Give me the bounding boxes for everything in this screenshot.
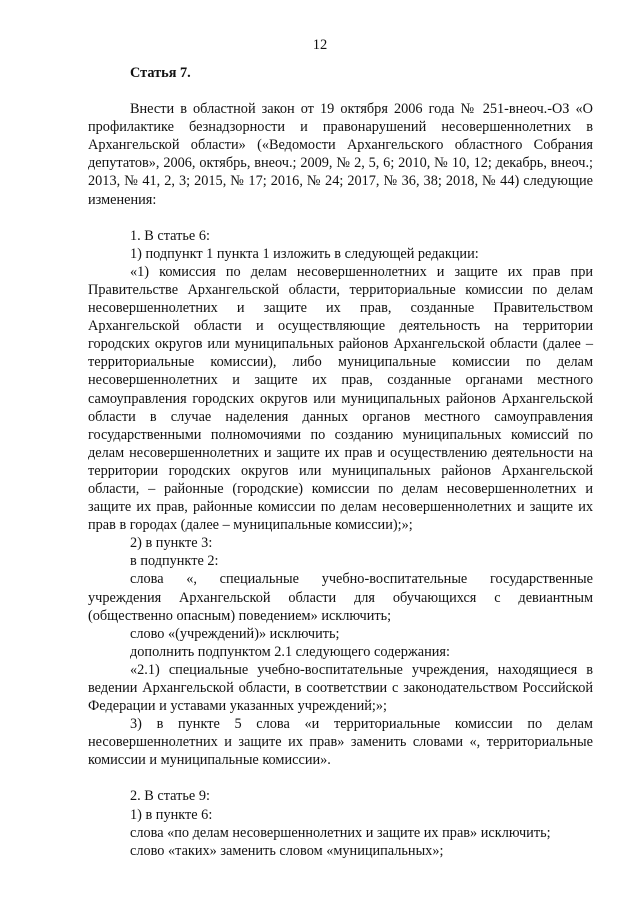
paragraph: слова «, специальные учебно-воспитательные государственные учреждения Архангельской области для обучающихся с девиантным (общественно опасным) поведением» исключить; bbox=[88, 571, 593, 624]
paragraph: слово «таких» заменить словом «муниципальных»; bbox=[130, 842, 444, 859]
intro-paragraph: Внести в областной закон от 19 октября 2006 года № 251-внеоч.-ОЗ «О профилактике безнадзорности и правонарушений несовершеннолетних в Архангельской области» («Ведомости Архангельского областного Собрания депутатов», 2006, октябрь, внеоч.; 2009, № 2, 5, 6; 2010, № 10, 12; декабрь, внеоч.; 2013, № 41, 2, 3; 2015, № 17; 2016, № 24; 2017, № 36, 38; 2018, № 44) следующие изменения: bbox=[88, 101, 593, 208]
paragraph: 3) в пункте 5 слова «и территориальные комиссии по делам несовершеннолетних и защите их прав» заменить словами «, территориальные комиссии и муниципальные комиссии». bbox=[88, 716, 593, 769]
section-1 bbox=[88, 227, 593, 770]
paragraph: слова «по делам несовершеннолетних и защите их прав» исключить; bbox=[130, 824, 551, 841]
paragraph: 1) подпункт 1 пункта 1 изложить в следующей редакции: bbox=[130, 245, 479, 262]
paragraph: дополнить подпунктом 2.1 следующего содержания: bbox=[130, 643, 450, 660]
document-body bbox=[88, 58, 593, 860]
paragraph: в подпункте 2: bbox=[130, 553, 219, 570]
section-title: 1. В статье 6: bbox=[130, 227, 210, 244]
section-title: 2. В статье 9: bbox=[130, 788, 210, 805]
paragraph: «2.1) специальные учебно-воспитательные учреждения, находящиеся в ведении Архангельской области, в соответствии с законодательством Российской Федерации и уставами указанных учреждений;»; bbox=[88, 661, 593, 715]
article-title: Статья 7. bbox=[130, 65, 191, 81]
page-number: 12 bbox=[312, 37, 328, 53]
paragraph: 2) в пункте 3: bbox=[130, 535, 213, 552]
paragraph: слово «(учреждений)» исключить; bbox=[130, 625, 340, 642]
paragraph: «1) комиссия по делам несовершеннолетних и защите их прав при Правительстве Архангельской области, территориальные комиссии по делам несовершеннолетних и защите их прав, созданные Правительством Архангельской области и осуществляющие деятельность на территории городских округов или муниципальных районов Архангельской области (далее – территориальные комиссии), либо муниципальные комиссии по делам несовершеннолетних и защите их прав, созданные органами местного самоуправления городских округов или муниципальных районов Архангельской области в случае наделения данных органов местного самоуправления государственными полномочиями по созданию муниципальных комиссий по делам несовершеннолетних и защите их прав и осуществлению деятельности на территории городских округов или муниципальных районов Архангельской области, – районные (городские) комиссии по делам несовершеннолетних и защите их прав, районные комиссии по делам несовершеннолетних и защите их прав в городах (далее – муниципальные комиссии);»; bbox=[88, 263, 593, 534]
section-2 bbox=[88, 787, 593, 859]
paragraph: 1) в пункте 6: bbox=[130, 806, 213, 823]
